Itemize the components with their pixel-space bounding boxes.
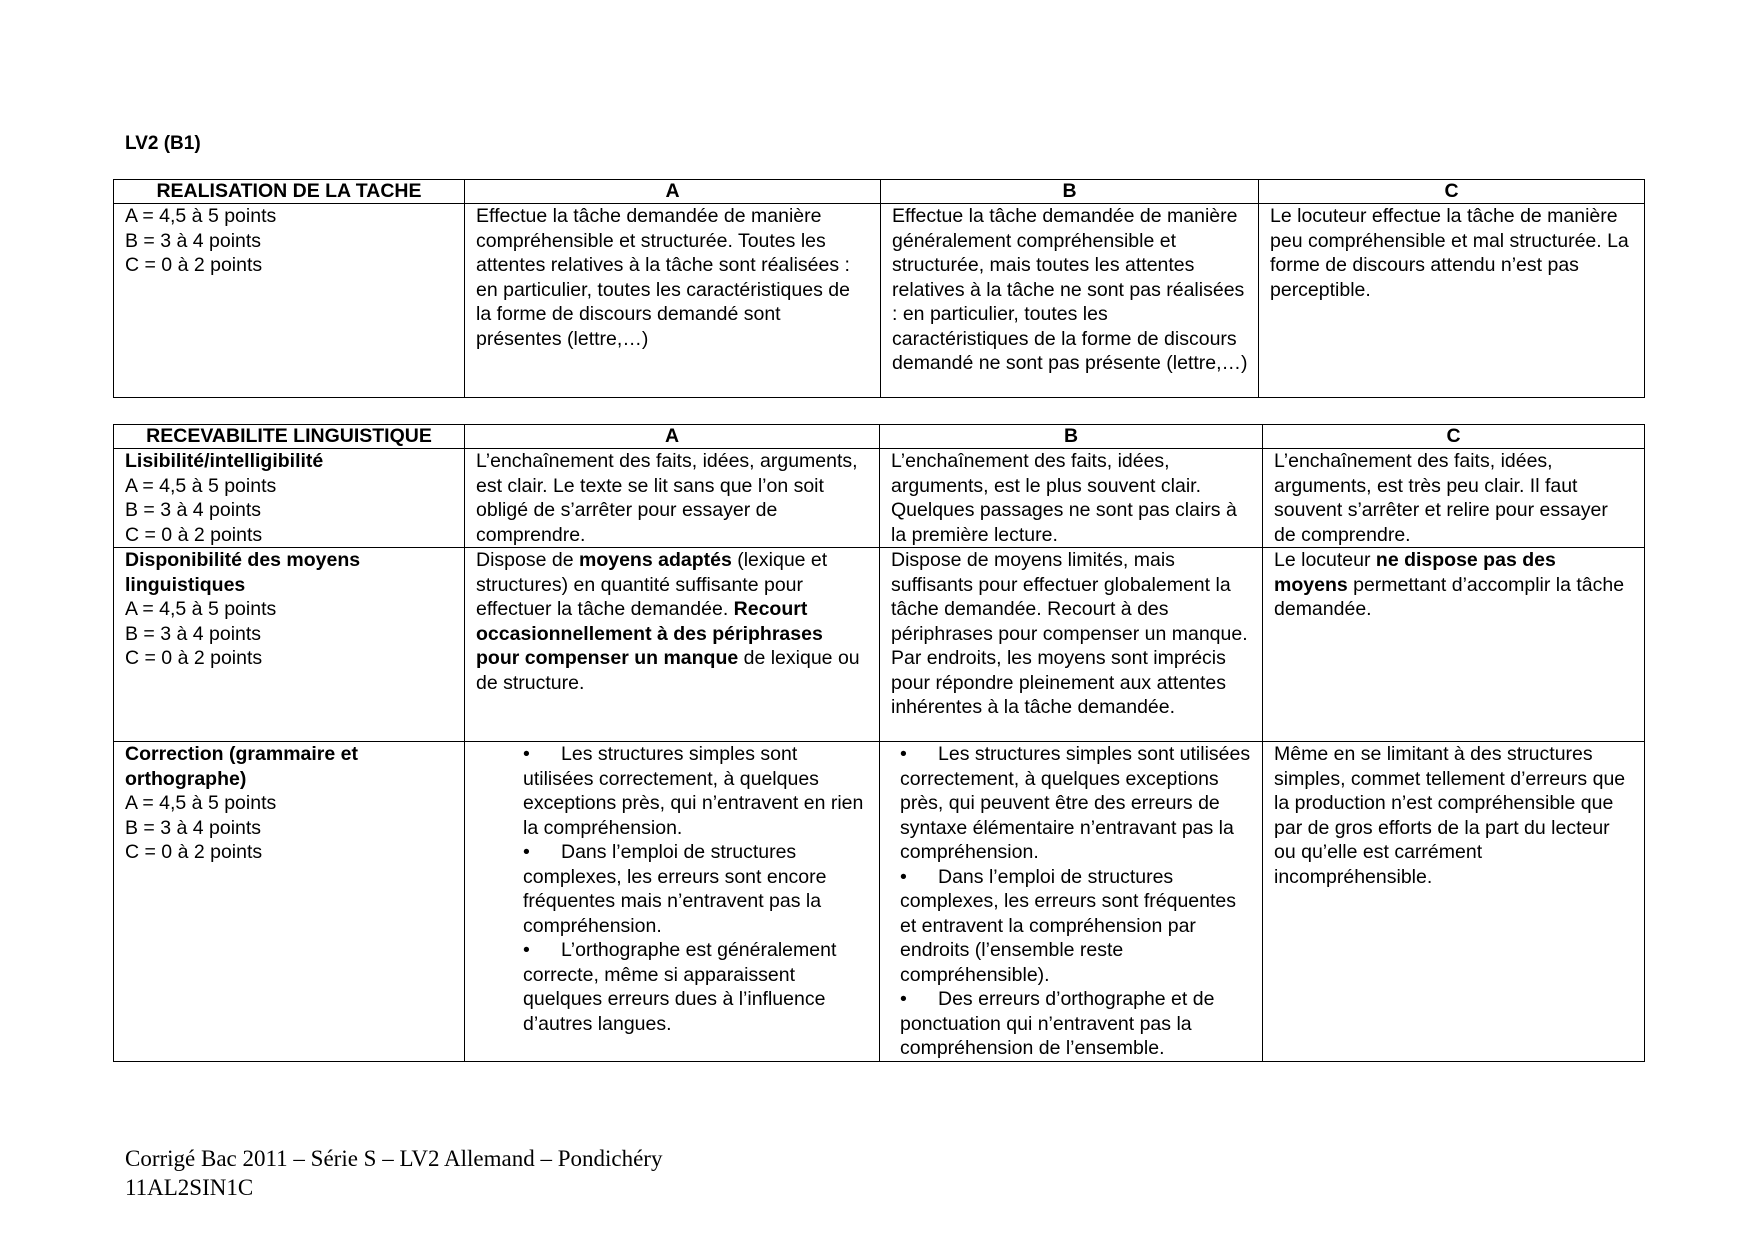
table-row xyxy=(114,742,1645,1062)
list-item xyxy=(523,840,869,938)
column-header-a: A xyxy=(465,180,881,204)
list-item-text: Des erreurs d’orthographe et de ponctuation qui n’entravent pas la compréhension de l’ensemble. xyxy=(900,988,1215,1059)
text-run: Le locuteur xyxy=(1274,549,1376,571)
list-item xyxy=(900,865,1252,988)
points-line: A = 4,5 à 5 points xyxy=(125,792,277,814)
bullet-list xyxy=(900,742,1252,1061)
document-title: LV2 (B1) xyxy=(125,133,201,154)
linguistic-acceptability-table xyxy=(113,424,1645,1062)
bullet-icon: • xyxy=(523,841,530,863)
list-item-text: Dans l’emploi de structures complexes, les erreurs sont encore fréquentes mais n’entravent pas la compréhension. xyxy=(523,841,827,937)
page-footer xyxy=(125,1144,662,1202)
column-header-c: C xyxy=(1263,425,1645,449)
list-item xyxy=(523,742,869,840)
table-header-row xyxy=(114,425,1645,449)
points-line: B = 3 à 4 points xyxy=(125,229,262,252)
column-header-b: B xyxy=(881,180,1259,204)
level-c-description: L’enchaînement des faits, idées, arguments, est très peu clair. Il faut souvent s’arrêter et relire pour essayer de comprendre. xyxy=(1263,449,1645,548)
level-c-description: Même en se limitant à des structures simples, commet tellement d’erreurs que la production n’est compréhensible que par de gros efforts de la part du lecteur ou qu’elle est carrément incompréhensible. xyxy=(1263,742,1645,1062)
level-b-description: Effectue la tâche demandée de manière généralement compréhensible et structurée, mais toutes les attentes relatives à la tâche ne sont pas réalisées : en particulier, toutes les caractéristiques de la forme de discours demandé ne sont pas présente (lettre,…) xyxy=(881,204,1259,398)
column-header-criterion: RECEVABILITE LINGUISTIQUE xyxy=(114,425,465,449)
level-a-description xyxy=(465,548,880,742)
text-run: (lexique et structures) en quantité suffisante pour effectuer la tâche demandée. xyxy=(476,549,828,620)
level-b-description xyxy=(880,742,1263,1062)
footer-title: Corrigé Bac 2011 – Série S – LV2 Allemand – Pondichéry xyxy=(125,1146,663,1171)
table-row xyxy=(114,449,1645,548)
text-run: de lexique ou de structure. xyxy=(476,647,860,694)
points-line: A = 4,5 à 5 points xyxy=(125,598,277,620)
list-item xyxy=(900,987,1252,1061)
bullet-icon: • xyxy=(523,743,530,765)
bullet-icon: • xyxy=(900,988,907,1010)
list-item xyxy=(900,742,1252,865)
level-b-description: Dispose de moyens limités, mais suffisants pour effectuer globalement la tâche demandée. Recourt à des périphrases pour compenser un manque. Par endroits, les moyens sont imprécis pour répondre pleinement aux attentes inhérentes à la tâche demandée. xyxy=(880,548,1263,742)
text-run-bold: moyens adaptés xyxy=(578,549,732,571)
bullet-icon: • xyxy=(523,939,530,961)
criterion-cell xyxy=(114,548,465,742)
list-item-text: Dans l’emploi de structures complexes, les erreurs sont fréquentes et entravent la compréhension par endroits (l’ensemble reste compréhensible). xyxy=(900,865,1236,986)
criterion-title: Lisibilité/intelligibilité xyxy=(125,450,324,472)
column-header-c: C xyxy=(1259,180,1645,204)
footer-code: 11AL2SIN1C xyxy=(125,1175,254,1200)
column-header-a: A xyxy=(465,425,880,449)
points-line: B = 3 à 4 points xyxy=(125,816,262,839)
points-line: C = 0 à 2 points xyxy=(125,841,263,863)
text-run-bold: Recourt occasionnellement à des périphrases pour compenser un manque xyxy=(476,598,823,669)
bullet-icon: • xyxy=(900,743,907,765)
list-item-text: L’orthographe est généralement correcte, même si apparaissent quelques erreurs dues à l’influence d’autres langues. xyxy=(523,939,837,1035)
criterion-cell xyxy=(114,449,465,548)
level-a-description: Effectue la tâche demandée de manière compréhensible et structurée. Toutes les attentes relatives à la tâche sont réalisées : en particulier, toutes les caractéristiques de la forme de discours demandé sont présentes (lettre,…) xyxy=(465,204,881,398)
text-run: permettant d’accomplir la tâche demandée. xyxy=(1274,573,1625,620)
level-a-description: L’enchaînement des faits, idées, arguments, est clair. Le texte se lit sans que l’on soit obligé de s’arrêter pour essayer de comprendre. xyxy=(465,449,880,548)
list-item-text: Les structures simples sont utilisées correctement, à quelques exceptions près, qui peuvent être des erreurs de syntaxe élémentaire n’entravant pas la compréhension. xyxy=(900,743,1251,863)
criterion-title: Correction (grammaire et orthographe) xyxy=(125,743,358,790)
level-b-description: L’enchaînement des faits, idées, arguments, est le plus souvent clair. Quelques passages ne sont pas clairs à la première lecture. xyxy=(880,449,1263,548)
task-realisation-table xyxy=(113,179,1645,398)
criterion-cell xyxy=(114,742,465,1062)
points-line: A = 4,5 à 5 points xyxy=(125,205,277,227)
list-item-text: Les structures simples sont utilisées correctement, à quelques exceptions près, qui n’entravent en rien la compréhension. xyxy=(523,743,864,839)
level-a-description xyxy=(465,742,880,1062)
points-line: B = 3 à 4 points xyxy=(125,499,262,521)
level-c-description: Le locuteur effectue la tâche de manière peu compréhensible et mal structurée. La forme de discours attendu n’est pas perceptible. xyxy=(1259,204,1645,398)
criterion-title: Disponibilité des moyens linguistiques xyxy=(125,549,361,596)
points-cell xyxy=(114,204,465,398)
points-line: A = 4,5 à 5 points xyxy=(125,474,277,497)
level-c-description xyxy=(1263,548,1645,742)
bullet-icon: • xyxy=(900,865,907,888)
list-item xyxy=(523,938,869,1036)
text-run: Dispose de xyxy=(476,549,579,571)
text-run-bold: ne dispose pas des moyens xyxy=(1274,549,1556,596)
points-line: B = 3 à 4 points xyxy=(125,622,262,645)
column-header-b: B xyxy=(880,425,1263,449)
points-line: C = 0 à 2 points xyxy=(125,254,263,276)
points-line: C = 0 à 2 points xyxy=(125,523,263,546)
points-line: C = 0 à 2 points xyxy=(125,647,263,669)
bullet-list xyxy=(523,742,869,1036)
column-header-criterion: REALISATION DE LA TACHE xyxy=(114,180,465,204)
table-row xyxy=(114,548,1645,742)
table-row xyxy=(114,204,1645,398)
table-header-row xyxy=(114,180,1645,204)
